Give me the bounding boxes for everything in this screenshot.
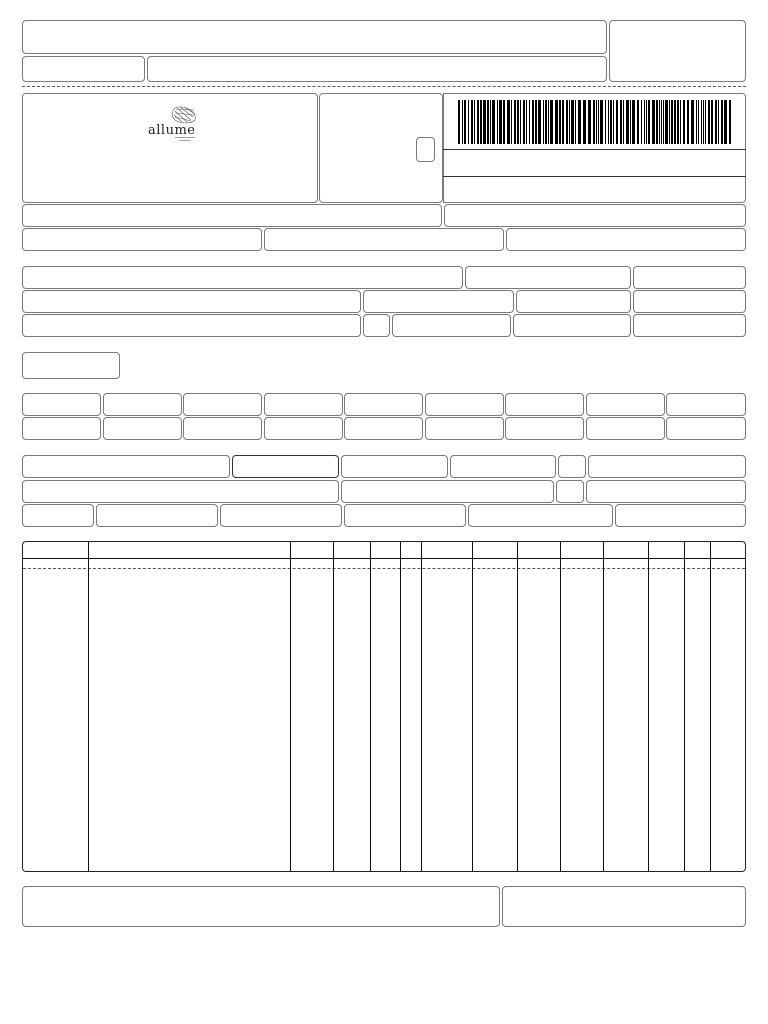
- barcode-bar: [529, 100, 530, 144]
- volume-quantity-field: [22, 504, 94, 527]
- barcode-bar: [550, 100, 553, 144]
- carrier-state-field: [556, 480, 584, 503]
- barcode-bar: [477, 100, 479, 144]
- volume-species-field: [96, 504, 218, 527]
- carrier-name-field: [22, 455, 230, 478]
- tax-cell-r1c3: [183, 393, 262, 416]
- tax-cell-r1c4: [264, 393, 343, 416]
- tax-cell-r1c9: [666, 393, 746, 416]
- exit-time-field: [633, 314, 746, 337]
- gross-weight-field: [468, 504, 613, 527]
- recipient-phone-field: [392, 314, 511, 337]
- barcode-bar: [623, 100, 624, 144]
- barcode-bar: [532, 100, 534, 144]
- barcode-bar: [487, 100, 489, 144]
- tax-cell-r1c7: [505, 393, 584, 416]
- tax-cell-r2c8: [586, 417, 665, 440]
- additional-info-field: [22, 886, 500, 927]
- barcode-bar: [555, 100, 558, 144]
- barcode-bar: [632, 100, 635, 144]
- barcode-bar: [705, 100, 706, 144]
- barcode-bar: [661, 100, 662, 144]
- barcode-bar: [721, 100, 723, 144]
- recipient-city-field: [22, 314, 361, 337]
- tax-cell-r2c1: [22, 417, 101, 440]
- receipt-stub-number: [609, 20, 746, 82]
- barcode-bar: [596, 100, 597, 144]
- tax-cell-r1c1: [22, 393, 101, 416]
- barcode-bar: [569, 100, 570, 144]
- items-col-divider: [290, 542, 291, 871]
- barcode-bar: [503, 100, 505, 144]
- barcode-bar: [492, 100, 495, 144]
- barcode-bar: [566, 100, 568, 144]
- barcode-bar: [517, 100, 519, 144]
- barcode-bar: [708, 100, 710, 144]
- barcode-bar: [696, 100, 697, 144]
- tax-cell-r2c3: [183, 417, 262, 440]
- recipient-cnpj-field: [465, 266, 631, 289]
- barcode-bar: [644, 100, 645, 144]
- barcode-bar: [588, 100, 591, 144]
- barcode-bar: [665, 100, 668, 144]
- receipt-stub-date: [22, 56, 145, 82]
- barcode-bar: [535, 100, 537, 144]
- receipt-stub-main: [22, 20, 607, 54]
- barcode-bar: [575, 100, 576, 144]
- barcode-bar: [687, 100, 689, 144]
- items-col-divider: [421, 542, 422, 871]
- barcode-bar: [669, 100, 670, 144]
- barcode-bar: [691, 100, 694, 144]
- items-col-divider: [400, 542, 401, 871]
- items-header-line: [23, 558, 745, 559]
- barcode-bar: [683, 100, 685, 144]
- barcode-bar: [605, 100, 606, 144]
- product-items-table: [22, 541, 746, 872]
- cnpj-field: [506, 228, 746, 251]
- recipient-ie-field: [513, 314, 631, 337]
- tear-line: [22, 86, 746, 87]
- antt-code-field: [341, 455, 448, 478]
- barcode-bar: [674, 100, 676, 144]
- barcode-bar: [616, 100, 618, 144]
- barcode-bar: [656, 100, 658, 144]
- barcode-bar: [471, 100, 473, 144]
- barcode-bar: [637, 100, 639, 144]
- barcode-bar: [630, 100, 631, 144]
- barcode-bar: [559, 100, 561, 144]
- items-col-divider: [648, 542, 649, 871]
- barcode-bar: [671, 100, 673, 144]
- barcode-bar: [608, 100, 609, 144]
- entry-exit-indicator: [416, 137, 435, 162]
- barcode-bar: [598, 100, 599, 144]
- items-col-divider: [603, 542, 604, 871]
- vehicle-state-field: [558, 455, 586, 478]
- barcode-bar: [620, 100, 622, 144]
- barcode-bar: [571, 100, 574, 144]
- barcode-bar: [497, 100, 498, 144]
- tax-cell-r1c5: [344, 393, 423, 416]
- items-col-divider: [710, 542, 711, 871]
- items-col-divider: [560, 542, 561, 871]
- logo-text: allume: [148, 123, 196, 138]
- recipient-district-field: [363, 290, 514, 313]
- barcode-bar: [701, 100, 702, 144]
- carrier-city-field: [341, 480, 554, 503]
- barcode-bar: [663, 100, 664, 144]
- barcode-bar: [548, 100, 549, 144]
- barcode-bar: [646, 100, 647, 144]
- tax-cell-r2c6: [425, 417, 504, 440]
- state-registration-field: [22, 228, 262, 251]
- barcode-bar: [507, 100, 510, 144]
- invoice-duplicate-field: [22, 352, 120, 379]
- consult-divider: [443, 176, 746, 177]
- access-key-divider: [443, 149, 746, 150]
- freight-mode-field: [232, 455, 339, 478]
- items-col-divider: [684, 542, 685, 871]
- tax-cell-r2c4: [264, 417, 343, 440]
- carrier-ie-field: [586, 480, 746, 503]
- barcode-bar: [715, 100, 717, 144]
- barcode-bar: [511, 100, 512, 144]
- tax-cell-r1c2: [103, 393, 182, 416]
- barcode-bar: [610, 100, 612, 144]
- barcode-bar: [652, 100, 655, 144]
- recipient-address-field: [22, 290, 361, 313]
- barcode-bar: [613, 100, 614, 144]
- barcode-bar: [718, 100, 719, 144]
- tax-cell-r2c5: [344, 417, 423, 440]
- barcode-bar: [520, 100, 521, 144]
- barcode-bar: [474, 100, 475, 144]
- barcode-bar: [499, 100, 502, 144]
- barcode-icon: [458, 100, 732, 144]
- exit-date-field: [633, 290, 746, 313]
- carrier-address-field: [22, 480, 339, 503]
- barcode-bar: [680, 100, 681, 144]
- tax-cell-r2c7: [505, 417, 584, 440]
- barcode-bar: [711, 100, 713, 144]
- authorization-protocol-field: [444, 204, 746, 227]
- barcode-bar: [703, 100, 704, 144]
- recipient-name-field: [22, 266, 463, 289]
- tax-cell-r1c6: [425, 393, 504, 416]
- barcode-bar: [464, 100, 466, 144]
- barcode-bar: [600, 100, 603, 144]
- barcode-bar: [648, 100, 650, 144]
- barcode-bar: [543, 100, 544, 144]
- barcode-bar: [583, 100, 586, 144]
- items-header-dashed-line: [23, 568, 745, 569]
- items-col-divider: [333, 542, 334, 871]
- reserved-fisco-field: [502, 886, 746, 927]
- barcode-bar: [480, 100, 482, 144]
- tax-cell-r2c2: [103, 417, 182, 440]
- barcode-bar: [562, 100, 564, 144]
- barcode-bar: [538, 100, 541, 144]
- vehicle-plate-field: [450, 455, 556, 478]
- barcode-bar: [462, 100, 463, 144]
- barcode-bar: [593, 100, 595, 144]
- barcode-bar: [729, 100, 731, 144]
- barcode-bar: [458, 100, 460, 144]
- leaf-logo-icon: [147, 104, 199, 144]
- items-col-divider: [472, 542, 473, 871]
- barcode-bar: [677, 100, 679, 144]
- barcode-bar: [523, 100, 525, 144]
- barcode-bar: [490, 100, 491, 144]
- barcode-bar: [578, 100, 581, 144]
- tax-cell-r2c9: [666, 417, 746, 440]
- items-col-divider: [517, 542, 518, 871]
- barcode-bar: [526, 100, 527, 144]
- barcode-bar: [641, 100, 642, 144]
- barcode-bar: [468, 100, 469, 144]
- barcode-bar: [545, 100, 547, 144]
- items-col-divider: [88, 542, 89, 871]
- tax-cell-r1c8: [586, 393, 665, 416]
- barcode-bar: [483, 100, 486, 144]
- state-registration-substitute-field: [264, 228, 504, 251]
- issue-date-field: [633, 266, 746, 289]
- barcode-bar: [514, 100, 516, 144]
- barcode-bar: [659, 100, 660, 144]
- net-weight-field: [615, 504, 746, 527]
- recipient-state-field: [363, 314, 390, 337]
- recipient-zip-field: [516, 290, 631, 313]
- items-col-divider: [370, 542, 371, 871]
- carrier-cnpj-field: [588, 455, 746, 478]
- volume-numbering-field: [344, 504, 466, 527]
- receipt-stub-signature: [147, 56, 607, 82]
- volume-brand-field: [220, 504, 342, 527]
- barcode-bar: [698, 100, 699, 144]
- nature-of-operation-field: [22, 204, 442, 227]
- barcode-bar: [626, 100, 629, 144]
- barcode-bar: [724, 100, 727, 144]
